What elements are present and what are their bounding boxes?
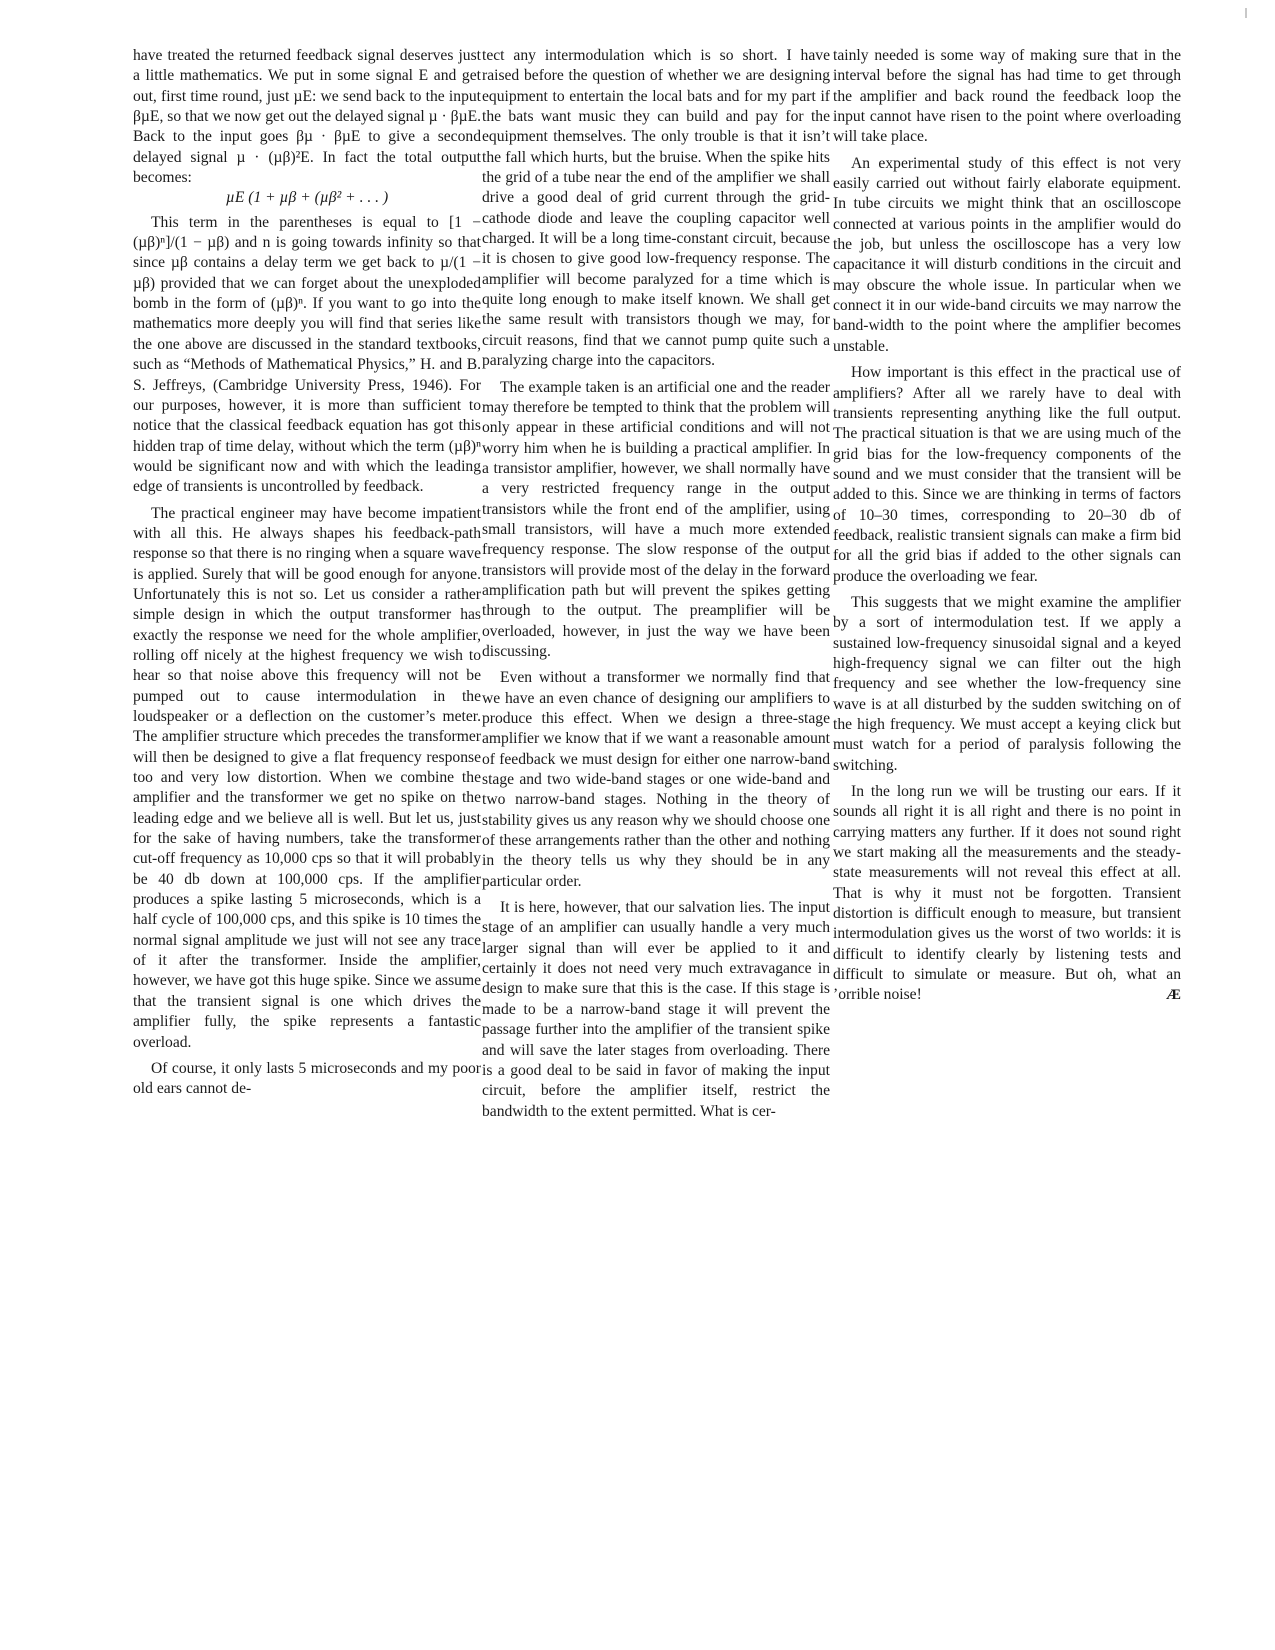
column-1 xyxy=(133,46,481,1100)
paragraph: Even without a transformer we normally find that we have an even chance of designing our amplifiers to produce this effect. When we design a three-stage amplifier we know that if we want a reasonable amount of feedback we must design for either one narrow-band stage and two wide-band stages or one wide-band and two narrow-band stages. Nothing in the theory of stability gives us any reason why we should choose one of these arrangements rather than the other and nothing in the theory tells us why they should be in any particular order. xyxy=(482,669,830,890)
paragraph-continued: have treated the returned feedback signal deserves just a little mathematics. We put in some signal E and get out, first time round, just µE: we send back to the input βµE, so that we now get out the delayed signal µ · βµE. Back to the input goes βµ · βµE to give a second delayed signal µ · (µβ)²E. In fact the total output becomes: xyxy=(133,47,481,187)
paragraph: The example taken is an artificial one and the reader may therefore be tempted to think that the problem will only appear in these artificial conditions and will not worry him when he is building a practical amplifier. In a transistor amplifier, however, we shall normally have a very restricted frequency range in the output transistors while the front end of the amplifier, using small transistors, will have a much more extended frequency response. The slow response of the output transistors will provide most of the delay in the forward amplification path but will prevent the spikes getting through to the output. The preamplifier will be overloaded, however, in just the way we have been discussing. xyxy=(482,378,830,660)
paragraph: The practical engineer may have become impatient with all this. He always shapes his feedback-path response so that there is no ringing when a square wave is applied. Surely that will be good enough for anyone. Unfortunately this is not so. Let us consider a rather simple design in which the output transformer has exactly the response we need for the whole amplifier, rolling off nicely at the highest frequency we wish to hear so that noise above this frequency will not be pumped out to cause intermodulation in the loudspeaker or a deflection on the customer’s meter. The amplifier structure which precedes the transformer will then be designed to give a flat frequency response too and very low distortion. When we combine the amplifier and the transformer we get no spike on the leading edge and we believe all is well. But let us, just for the sake of having numbers, take the transformer cut-off frequency as 10,000 cps so that it will probably be 40 db down at 100,000 cps. If the amplifier produces a spike lasting 5 microseconds, which is a half cycle of 100,000 cps, and this spike is 10 times the normal signal amplitude we just will not see any trace of it after the transformer. Inside the amplifier, however, we have got this huge spike. Since we assume that the transient signal is one which drives the amplifier fully, the spike represents a fantastic overload. xyxy=(133,504,481,1051)
paragraph: An experimental study of this effect is not very easily carried out without fairly elaborate equipment. In tube circuits we might think that an oscilloscope connected at various points in the amplifier would do the job, but unless the oscilloscope has a very low capacitance it will disturb conditions in the circuit and may obscure the whole issue. In particular when we connect it in our wide-band circuits we may narrow the band-width to the point where the amplifier becomes unstable. xyxy=(833,154,1181,355)
paragraph-continued: tainly needed is some way of making sure that in the interval before the signal has had time to get through the amplifier and back round the feedback loop the input cannot have risen to the point where overloading will take place. xyxy=(833,47,1181,146)
end-mark-logo: Æ xyxy=(1166,987,1181,1004)
column-2 xyxy=(482,46,830,1122)
paragraph: How important is this effect in the practical use of amplifiers? After all we rarely have to deal with transients representing anything like the full output. The practical situation is that we are using much of the grid bias for the low-frequency components of the sound and we must consider that the transient will be added to this. Since we are thinking in terms of factors of 10–30 times, corresponding to 20–30 db of feedback, realistic transient signals can make a firm bid for all the grid bias if added to the other signals can produce the overloading we fear. xyxy=(833,364,1181,585)
paragraph-final xyxy=(833,782,1181,1006)
paragraph-continued: tect any intermodulation which is so short. I have raised before the question of whether we are designing equipment to entertain the local bats and for my part if the bats want music they can build and pay for the equipment themselves. The only trouble is that it isn’t the fall which hurts, but the bruise. When the spike hits the grid of a tube near the end of the amplifier we shall drive a good deal of grid current through the grid-cathode diode and leave the coupling capacitor well charged. It will be a long time-constant circuit, because it is chosen to give good low-frequency response. The amplifier will become paralyzed for a time which is quite long enough to make itself known. We shall get the same result with transistors though we may, for circuit reasons, find that we cannot pump quite such a paralyzing charge into the capacitors. xyxy=(482,47,830,370)
paragraph: Of course, it only lasts 5 microseconds and my poor old ears cannot de- xyxy=(133,1059,481,1098)
paragraph: It is here, however, that our salvation lies. The input stage of an amplifier can usually handle a very much larger signal than will ever be applied to it and certainly it does not need very much extravagance in design to make sure that this is the case. If this stage is made to be a narrow-band stage it will prevent the passage further into the amplifier of the transient spike and will save the later stages from overloading. There is a good deal to be said in favor of making the input circuit, before the amplifier itself, restrict the bandwidth to the extent permitted. What is cer- xyxy=(482,899,830,1120)
column-3 xyxy=(833,46,1181,1006)
scan-speck xyxy=(1245,8,1247,18)
paragraph: This term in the parentheses is equal to [1 − (µβ)ⁿ]/(1 − µβ) and n is going towards infinity so that since µβ contains a delay term we get back to µ/(1 − µβ) provided that we can forget about the unexploded bomb in the form of (µβ)ⁿ. If you want to go into the mathematics more deeply you will find that series like the one above are discussed in the standard textbooks, such as “Methods of Mathematical Physics,” H. and B. S. Jeffreys, (Cambridge University Press, 1946). For our purposes, however, it is more than sufficient to notice that the classical feedback equation has got this hidden trap of time delay, without which the term (µβ)ⁿ would be significant now and with which the leading edge of transients is uncontrolled by feedback. xyxy=(133,213,481,496)
formula: µE (1 + µβ + (µβ² + . . . ) xyxy=(225,189,389,207)
paragraph-final-text: In the long run we will be trusting our ears. If it sounds all right it is all right and there is no point in carrying matters any further. If it does not sound right we start making all the measurements and the steady-state measurements will not reveal this effect at all. That is why it must not be forgotten. Transient distortion is difficult enough to measure, but transient intermodulation gives us the worst of two worlds: it is difficult to identify clearly by listening tests and difficult to simulate or measure. But oh, what an ’orrible noise! xyxy=(833,783,1181,1004)
paragraph: This suggests that we might examine the amplifier by a sort of intermodulation test. If we apply a sustained low-frequency sinusoidal signal and a keyed high-frequency signal we can filter out the high frequency and see whether the low-frequency sine wave is at all disturbed by the sudden switching on of the high frequency. We must accept a keying click but must watch for a period of paralysis following the switching. xyxy=(833,593,1181,774)
